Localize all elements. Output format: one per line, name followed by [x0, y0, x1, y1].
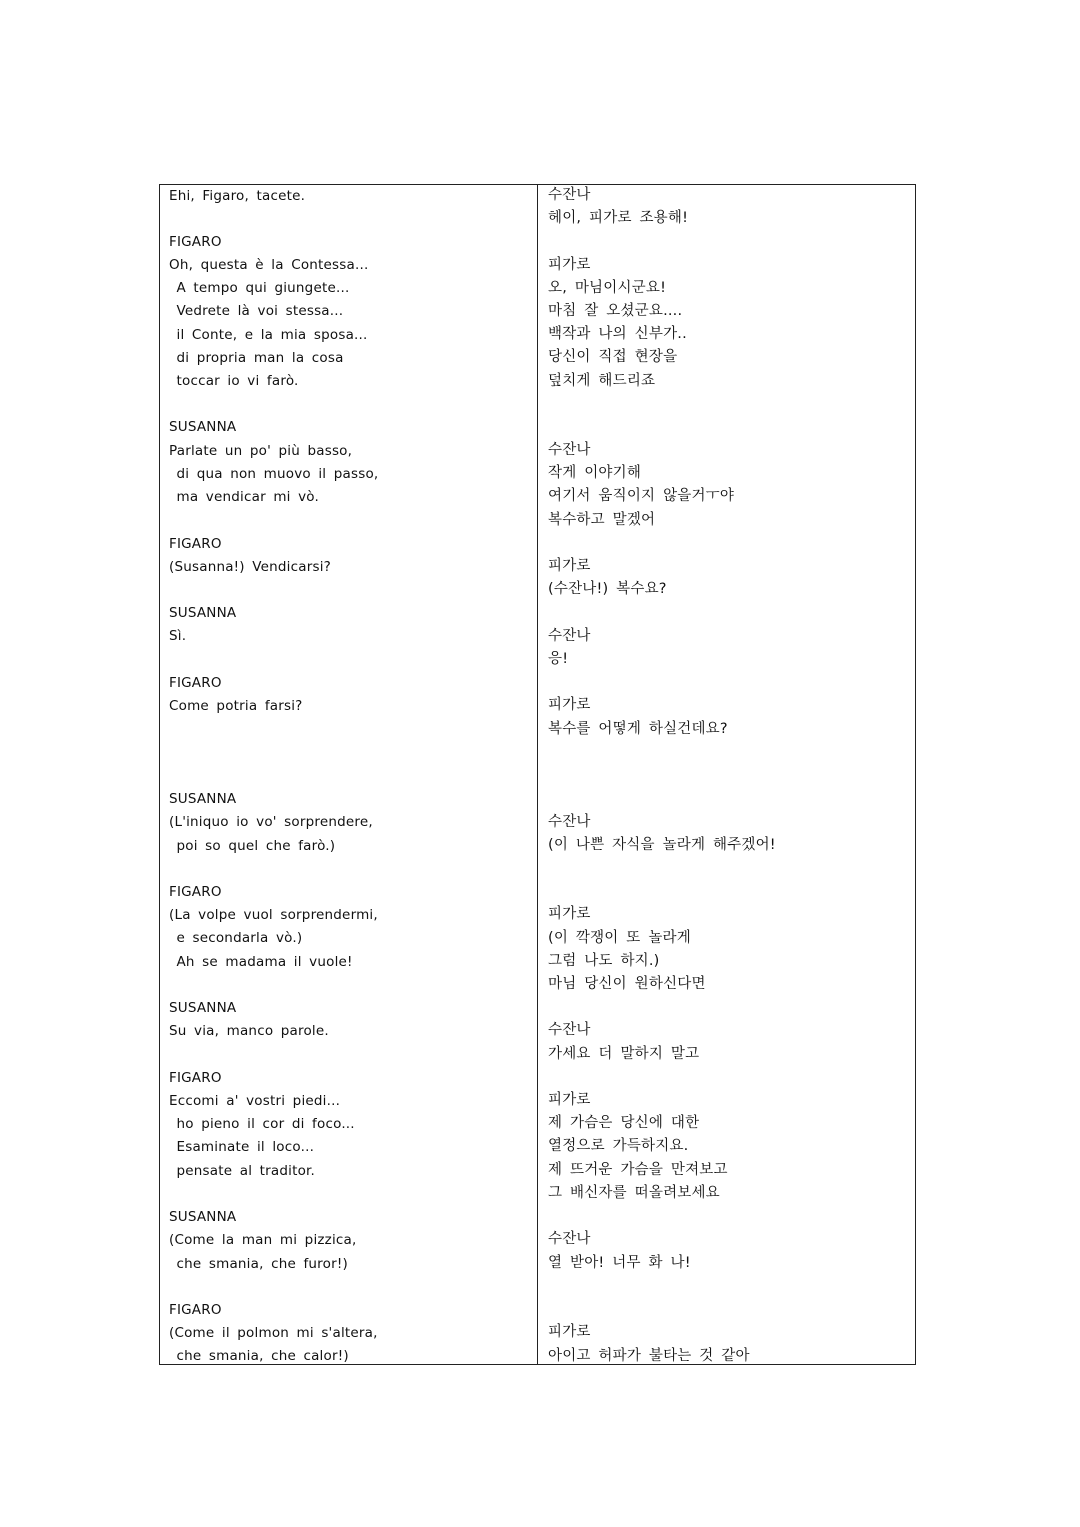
column-divider — [537, 185, 538, 1364]
speaker-name: 피가로 — [548, 558, 591, 574]
libretto-line: pensate al traditor. — [169, 1163, 316, 1179]
libretto-line: 헤이, 피가로 조용해! — [548, 210, 689, 226]
libretto-line: 제 뜨거운 가슴을 만져보고 — [548, 1162, 728, 1178]
speaker-name: 피가로 — [548, 906, 591, 922]
libretto-line: di qua non muovo il passo, — [169, 466, 379, 482]
libretto-line: 작게 이야기해 — [548, 465, 642, 481]
libretto-line: A tempo qui giungete... — [169, 280, 350, 296]
speaker-name: SUSANNA — [169, 1209, 237, 1225]
speaker-name: FIGARO — [169, 1302, 222, 1318]
libretto-line: (Susanna!) Vendicarsi? — [169, 559, 332, 575]
speaker-name: FIGARO — [169, 536, 222, 552]
libretto-line: (Come la man mi pizzica, — [169, 1232, 357, 1248]
libretto-line: 백작과 나의 신부가.. — [548, 326, 687, 342]
libretto-line: che smania, che calor!) — [169, 1348, 349, 1364]
libretto-line: 복수를 어떻게 하실건데요? — [548, 721, 728, 737]
libretto-line: Sì. — [169, 628, 187, 644]
speaker-name: 피가로 — [548, 1092, 591, 1108]
speaker-name: FIGARO — [169, 884, 222, 900]
speaker-name: FIGARO — [169, 1070, 222, 1086]
libretto-table — [159, 184, 916, 1365]
libretto-line: (La volpe vuol sorprendermi, — [169, 907, 378, 923]
libretto-line: 열정으로 가득하지요. — [548, 1138, 689, 1154]
libretto-line: 복수하고 말겠어 — [548, 512, 656, 528]
speaker-name: 피가로 — [548, 257, 591, 273]
libretto-line: (Come il polmon mi s'altera, — [169, 1325, 378, 1341]
libretto-line: 당신이 직접 현장을 — [548, 349, 678, 365]
speaker-name: SUSANNA — [169, 419, 237, 435]
libretto-line: ho pieno il cor di foco... — [169, 1116, 355, 1132]
libretto-line: e secondarla vò.) — [169, 930, 303, 946]
libretto-line: Su via, manco parole. — [169, 1023, 329, 1039]
speaker-name: FIGARO — [169, 234, 222, 250]
libretto-line: (수잔나!) 복수요? — [548, 581, 667, 597]
libretto-line: 그 배신자를 떠올려보세요 — [548, 1185, 720, 1201]
libretto-line: Eccomi a' vostri piedi... — [169, 1093, 341, 1109]
libretto-line: che smania, che furor!) — [169, 1256, 348, 1272]
libretto-line: Come potria farsi? — [169, 698, 303, 714]
libretto-line: Esaminate il loco... — [169, 1139, 315, 1155]
libretto-line: 여기서 움직이지 않을거ㅜ야 — [548, 488, 735, 504]
libretto-line: Oh, questa è la Contessa... — [169, 257, 369, 273]
libretto-line: toccar io vi farò. — [169, 373, 299, 389]
libretto-line: ma vendicar mi vò. — [169, 489, 320, 505]
libretto-line: Parlate un po' più basso, — [169, 443, 353, 459]
speaker-name: 수잔나 — [548, 814, 591, 830]
speaker-name: 수잔나 — [548, 628, 591, 644]
libretto-line: 오, 마님이시군요! — [548, 280, 667, 296]
speaker-name: FIGARO — [169, 675, 222, 691]
speaker-name: SUSANNA — [169, 1000, 237, 1016]
libretto-line: (이 나쁜 자식을 놀라게 해주겠어! — [548, 837, 776, 853]
libretto-line: 그럼 나도 하지.) — [548, 953, 660, 969]
speaker-name: 수잔나 — [548, 442, 591, 458]
libretto-line: il Conte, e la mia sposa... — [169, 327, 368, 343]
libretto-line: Ehi, Figaro, tacete. — [169, 188, 306, 204]
libretto-line: 아이고 허파가 불타는 것 같아 — [548, 1348, 750, 1364]
libretto-line: 응! — [548, 651, 569, 667]
speaker-name: 수잔나 — [548, 1022, 591, 1038]
libretto-line: Vedrete là voi stessa... — [169, 303, 344, 319]
libretto-line: (L'iniquo io vo' sorprendere, — [169, 814, 373, 830]
libretto-line: (이 깍쟁이 또 놀라게 — [548, 930, 691, 946]
speaker-name: 수잔나 — [548, 187, 591, 203]
libretto-line: 마침 잘 오셨군요.... — [548, 303, 683, 319]
speaker-name: 피가로 — [548, 697, 591, 713]
libretto-line: 덮치게 해드리죠 — [548, 373, 656, 389]
libretto-line: 열 받아! 너무 화 나! — [548, 1255, 691, 1271]
libretto-line: di propria man la cosa — [169, 350, 344, 366]
speaker-name: SUSANNA — [169, 791, 237, 807]
libretto-line: Ah se madama il vuole! — [169, 954, 353, 970]
speaker-name: 피가로 — [548, 1324, 591, 1340]
libretto-line: 마님 당신이 원하신다면 — [548, 976, 706, 992]
speaker-name: 수잔나 — [548, 1231, 591, 1247]
libretto-line: 제 가슴은 당신에 대한 — [548, 1115, 700, 1131]
libretto-line: 가세요 더 말하지 말고 — [548, 1046, 700, 1062]
speaker-name: SUSANNA — [169, 605, 237, 621]
libretto-line: poi so quel che farò.) — [169, 838, 336, 854]
